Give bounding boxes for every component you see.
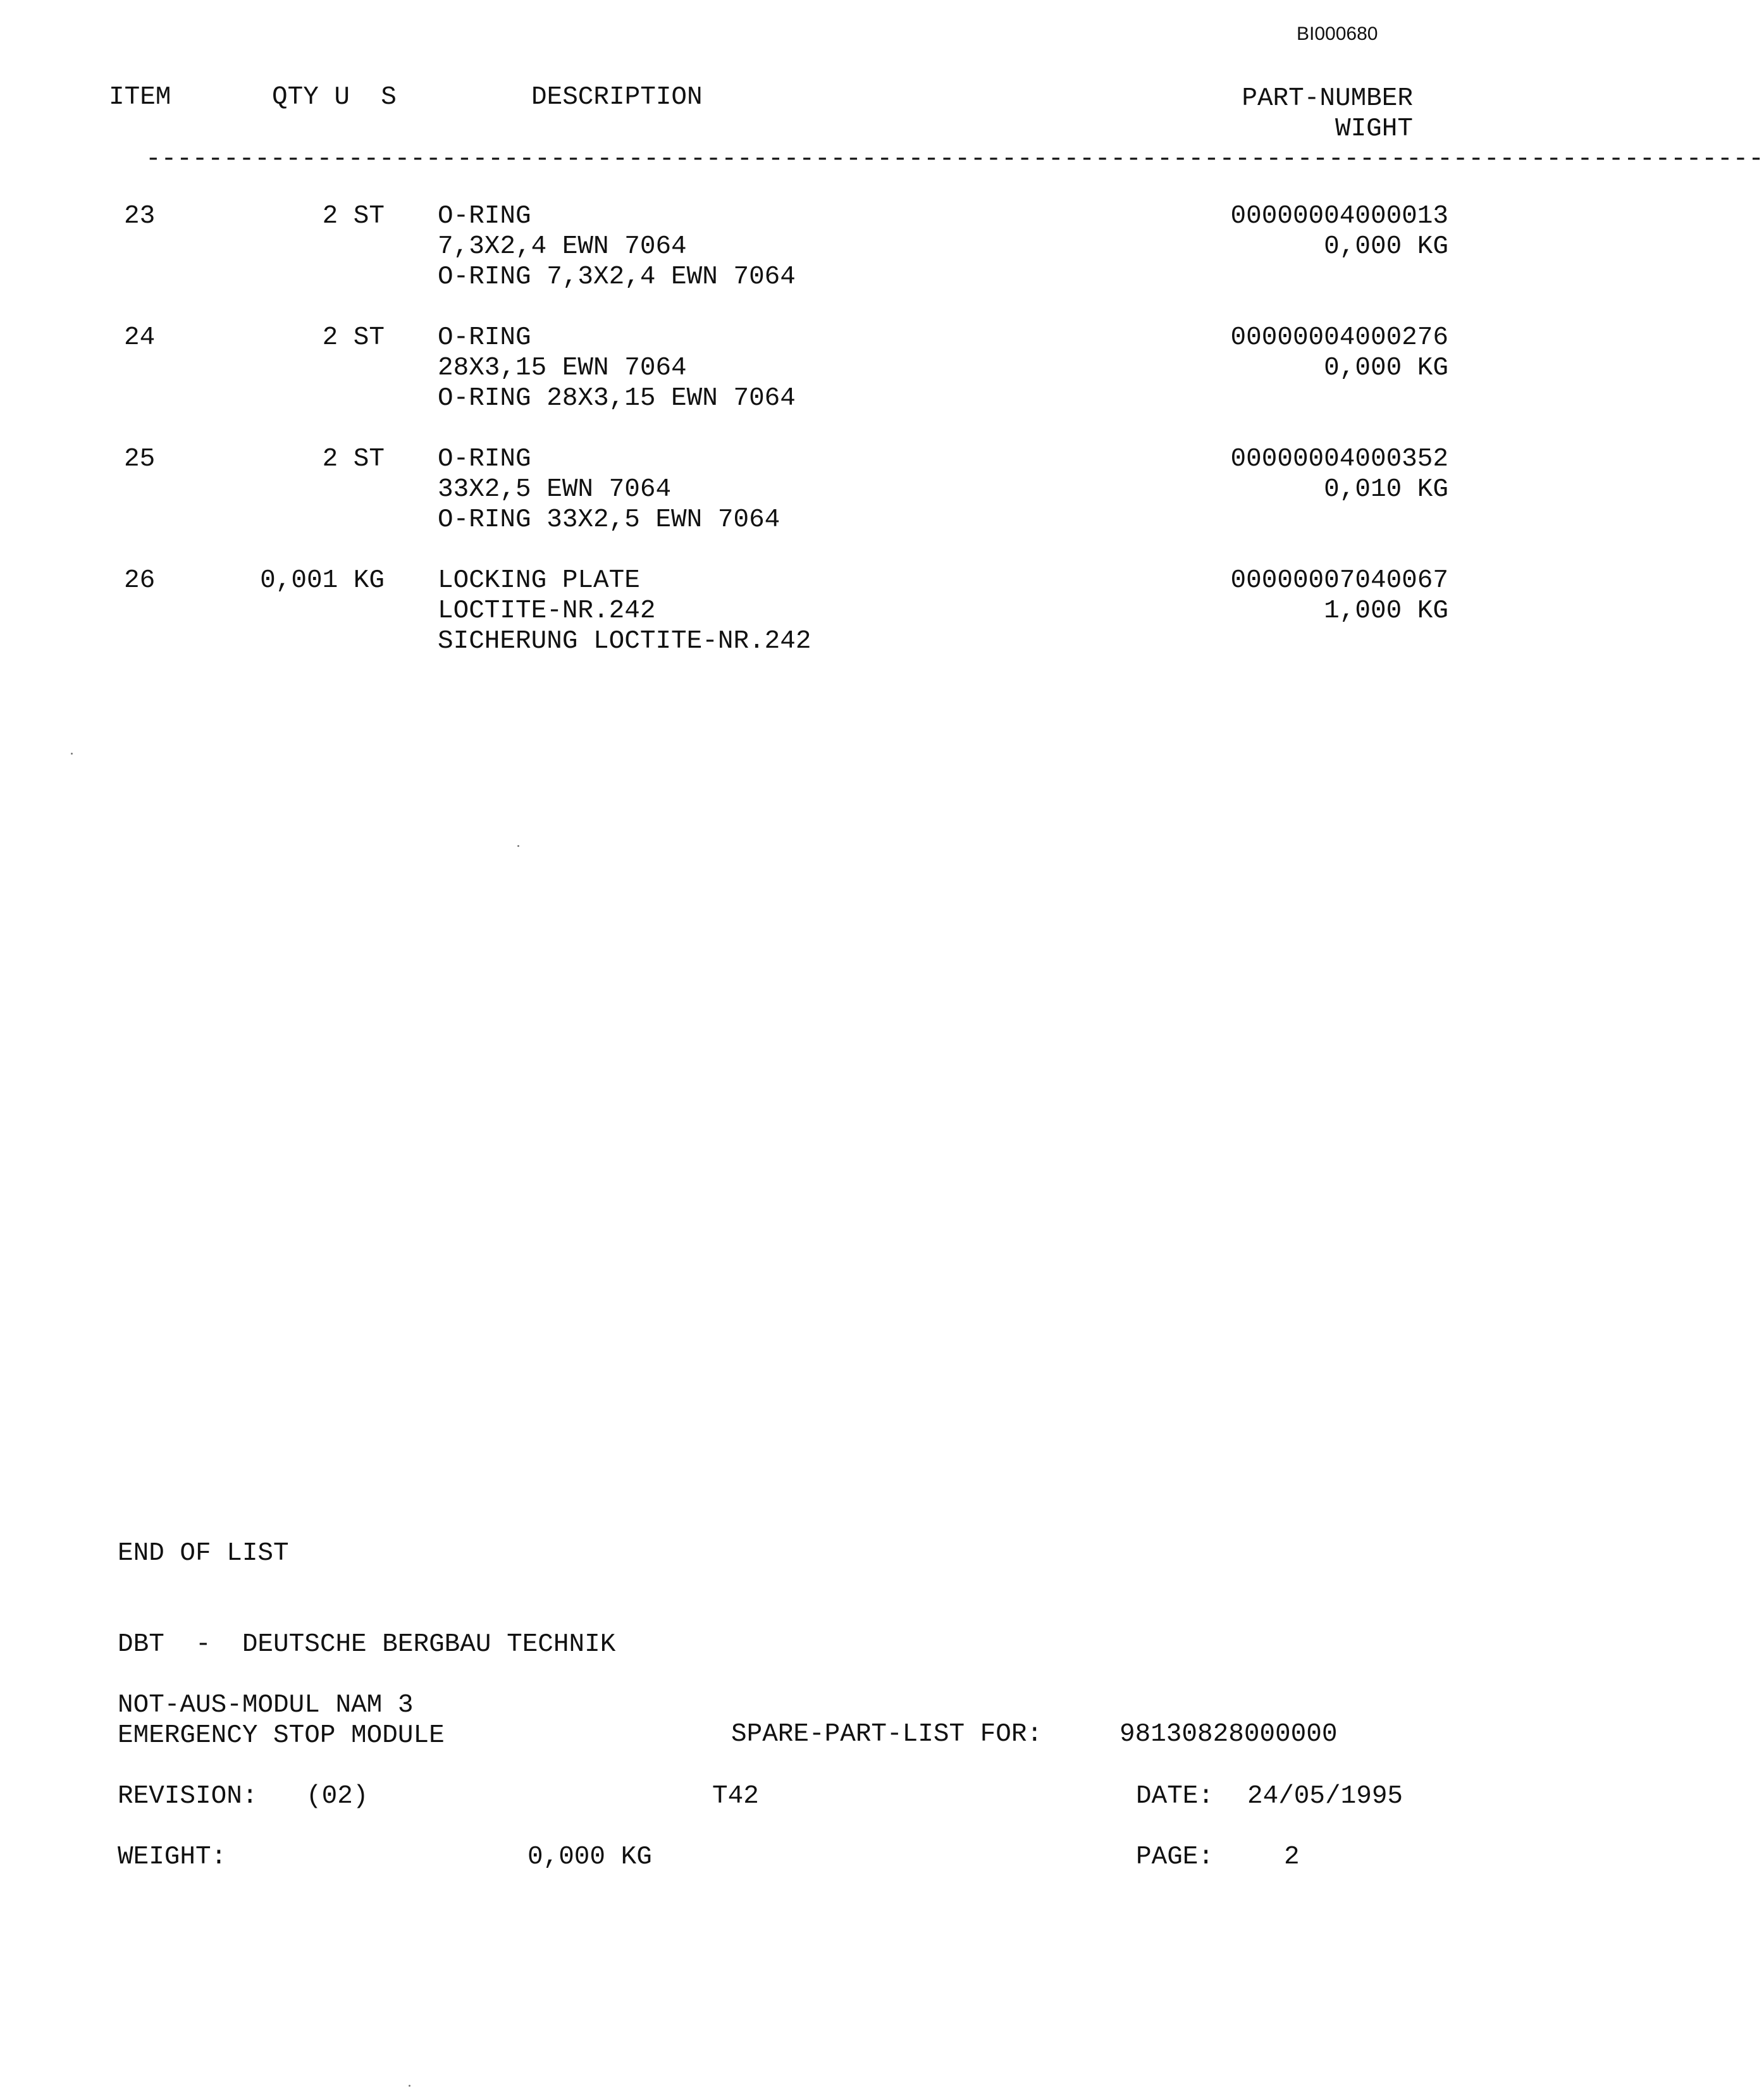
- company-name: DBT - DEUTSCHE BERGBAU TECHNIK: [118, 1630, 616, 1659]
- column-header-weight: WIGHT: [1335, 114, 1413, 144]
- date-label: DATE:: [1136, 1782, 1214, 1811]
- item-number: 23: [124, 202, 156, 231]
- document-id: BI000680: [1297, 23, 1378, 44]
- column-header-qty-unit-s: QTY U S: [272, 83, 397, 112]
- page-label: PAGE:: [1136, 1843, 1214, 1872]
- scan-speck: [71, 753, 73, 755]
- header-separator: --------------------------------------------------------------------------------------------------------: [145, 145, 1764, 174]
- date-value: 24/05/1995: [1247, 1782, 1403, 1811]
- page-number: 2: [1284, 1843, 1300, 1872]
- item-number: 25: [124, 445, 156, 474]
- revision-value: (02): [306, 1782, 369, 1811]
- item-description-line-2: 33X2,5 EWN 7064: [438, 475, 672, 504]
- list-item: [0, 565, 1477, 660]
- item-weight: 0,000 KG: [1324, 354, 1448, 383]
- list-item: [0, 201, 1477, 296]
- item-description-line-1: LOCKING PLATE: [438, 566, 640, 595]
- item-part-number: 00000007040067: [1230, 566, 1448, 595]
- item-number: 26: [124, 566, 156, 595]
- column-header-item: ITEM: [109, 83, 171, 112]
- spare-part-list-number: 98130828000000: [1119, 1720, 1338, 1749]
- weight-label: WEIGHT:: [118, 1843, 227, 1872]
- item-quantity: 0,001 KG: [260, 566, 385, 595]
- list-item: [0, 444, 1477, 539]
- item-description-line-2: LOCTITE-NR.242: [438, 596, 656, 626]
- item-quantity: 2 ST: [322, 323, 385, 352]
- item-description-line-3: O-RING 33X2,5 EWN 7064: [438, 505, 780, 534]
- item-part-number: 00000004000013: [1230, 202, 1448, 231]
- item-description-line-1: O-RING: [438, 445, 531, 474]
- column-header-description: DESCRIPTION: [531, 83, 703, 112]
- item-weight: 1,000 KG: [1324, 596, 1448, 626]
- item-description-line-1: O-RING: [438, 202, 531, 231]
- module-name-de: NOT-AUS-MODUL NAM 3: [118, 1691, 414, 1720]
- spare-part-list-label: SPARE-PART-LIST FOR:: [731, 1720, 1043, 1749]
- end-of-list-marker: END OF LIST: [118, 1539, 289, 1568]
- item-quantity: 2 ST: [322, 202, 385, 231]
- item-description-line-2: 28X3,15 EWN 7064: [438, 354, 687, 383]
- item-description-line-3: O-RING 28X3,15 EWN 7064: [438, 384, 796, 413]
- scan-speck: [517, 845, 519, 847]
- item-weight: 0,000 KG: [1324, 232, 1448, 261]
- item-description-line-2: 7,3X2,4 EWN 7064: [438, 232, 687, 261]
- item-description-line-3: O-RING 7,3X2,4 EWN 7064: [438, 262, 796, 292]
- item-description-line-1: O-RING: [438, 323, 531, 352]
- list-item: [0, 323, 1477, 417]
- item-part-number: 00000004000276: [1230, 323, 1448, 352]
- type-code: T42: [712, 1782, 759, 1811]
- total-weight-value: 0,000 KG: [527, 1843, 652, 1872]
- item-quantity: 2 ST: [322, 445, 385, 474]
- item-description-line-3: SICHERUNG LOCTITE-NR.242: [438, 627, 811, 656]
- module-name-en: EMERGENCY STOP MODULE: [118, 1721, 445, 1750]
- item-weight: 0,010 KG: [1324, 475, 1448, 504]
- item-part-number: 00000004000352: [1230, 445, 1448, 474]
- scan-speck: [409, 2085, 410, 2087]
- revision-label: REVISION:: [118, 1782, 258, 1811]
- column-header-part-number: PART-NUMBER: [1242, 84, 1413, 113]
- item-number: 24: [124, 323, 156, 352]
